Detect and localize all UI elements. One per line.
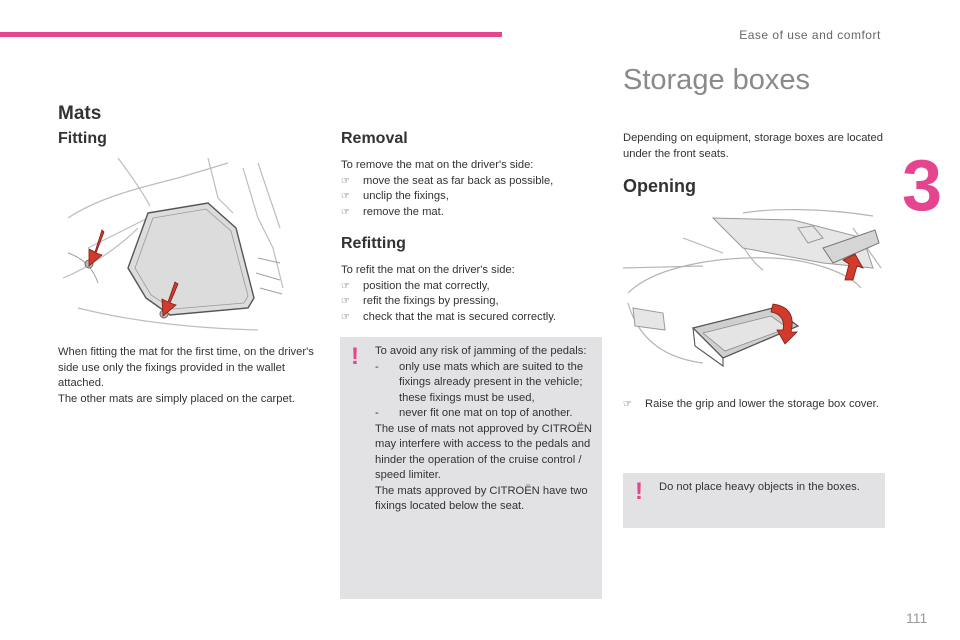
list-item: ☞ position the mat correctly, — [341, 279, 603, 295]
pointing-hand-icon: ☞ — [341, 280, 350, 292]
storage-title: Storage boxes — [623, 64, 811, 96]
list-item: ☞ move the seat as far back as possible, — [341, 174, 603, 190]
page-number: 111 — [906, 610, 928, 626]
warning-icon: ! — [351, 343, 359, 370]
pointing-hand-icon: ☞ — [341, 191, 350, 202]
fitting-text — [58, 345, 320, 407]
opening-text — [623, 397, 885, 413]
pointing-hand-icon: ☞ — [341, 175, 350, 187]
refitting-title: Refitting — [341, 235, 406, 252]
opening-title: Opening — [623, 176, 696, 196]
section-header: Ease of use and comfort — [739, 28, 881, 42]
refitting-text — [341, 263, 603, 325]
fitting-paragraph: The other mats are simply placed on the carpet. — [58, 392, 295, 405]
mats-warning-box — [340, 337, 602, 599]
header-accent-bar — [0, 32, 502, 37]
mats-title: Mats — [58, 103, 102, 124]
warning-paragraph: The mats approved by CITROËN have two fixings located below the seat. — [375, 484, 588, 512]
removal-intro: To remove the mat on the driver's side: — [341, 159, 534, 171]
list-item: ☞ refit the fixings by pressing, — [341, 294, 603, 310]
warning-paragraph: The use of mats not approved by CITROËN may interfere with access to the pedals and hinder the operation of the cruise control / speed limiter. — [375, 422, 593, 481]
storage-box-illustration — [623, 208, 885, 378]
removal-text — [341, 158, 603, 220]
chapter-number: 3 — [902, 146, 943, 226]
removal-title: Removal — [341, 130, 408, 147]
pointing-hand-icon: ☞ — [341, 311, 350, 323]
storage-warning-box — [623, 473, 885, 528]
pointing-hand-icon: ☞ — [623, 399, 632, 410]
storage-intro: Depending on equipment, storage boxes are located under the front seats. — [623, 132, 883, 160]
mat-fitting-illustration — [58, 158, 290, 333]
warning-text — [375, 344, 597, 515]
list-item: ☞ remove the mat. — [341, 205, 603, 221]
fitting-paragraph: When fitting the mat for the first time, on the driver's side use only the fixings provided in the wallet attached. — [58, 346, 314, 389]
pointing-hand-icon: ☞ — [341, 296, 350, 307]
list-item: ☞ check that the mat is secured correctly. — [341, 310, 603, 326]
warning-icon: ! — [635, 478, 643, 505]
pointing-hand-icon: ☞ — [341, 206, 350, 218]
fitting-title: Fitting — [58, 130, 107, 147]
storage-warning-text: Do not place heavy objects in the boxes. — [659, 481, 860, 493]
refitting-intro: To refit the mat on the driver's side: — [341, 264, 515, 276]
list-item: - only use mats which are suited to the fixings already present in the vehicle; these fixings must be used, — [375, 360, 584, 404]
list-item: ☞ unclip the fixings, — [341, 189, 603, 205]
warning-intro: To avoid any risk of jamming of the pedals: — [375, 345, 587, 357]
list-item: - never fit one mat on top of another. — [375, 407, 573, 419]
list-item: ☞ Raise the grip and lower the storage box cover. — [623, 397, 885, 413]
